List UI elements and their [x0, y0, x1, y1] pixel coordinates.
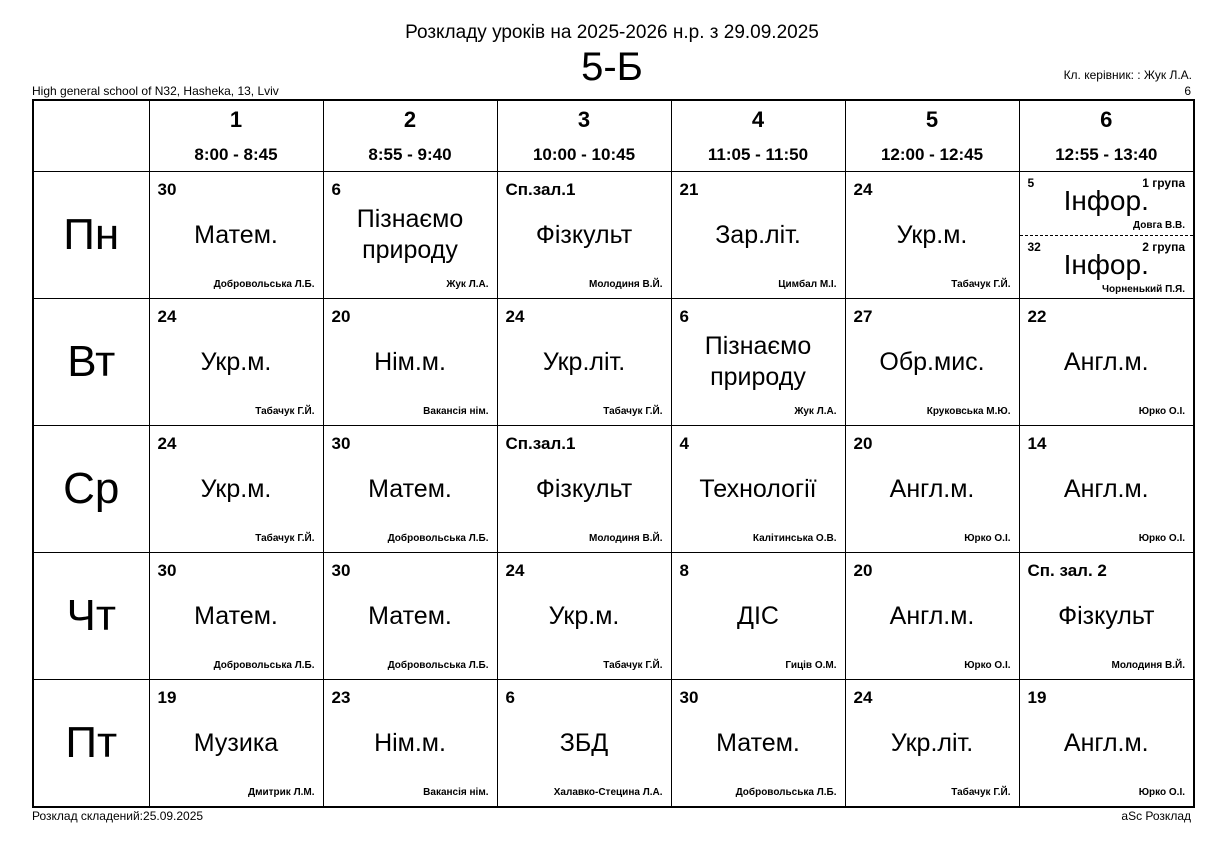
corner-cell	[33, 100, 149, 172]
group-label: 1 група	[1142, 176, 1185, 190]
day-row	[33, 426, 1194, 553]
room-number: 21	[679, 180, 699, 199]
room-number: 24	[853, 688, 873, 707]
teacher-name: Юрко О.І.	[1138, 533, 1185, 544]
lesson-cell	[671, 680, 845, 808]
room-number: Сп.зал.1	[505, 180, 576, 199]
room-number: 30	[157, 561, 177, 580]
subject-text: Англ.м.	[889, 601, 975, 630]
subject-text: Англ.м.	[1063, 728, 1149, 757]
teacher-name: Добровольська Л.Б.	[213, 660, 315, 671]
subject-text: Фізкульт	[1058, 601, 1155, 630]
teacher-name: Юрко О.І.	[1138, 787, 1185, 798]
period-header	[323, 100, 497, 172]
room-number: 27	[853, 307, 873, 326]
teacher-name: Круковська М.Ю.	[926, 406, 1011, 417]
lesson-cell	[671, 299, 845, 426]
page-number: 6	[1184, 84, 1191, 98]
period-time: 10:00 - 10:45	[532, 145, 636, 164]
room-number: 20	[853, 561, 873, 580]
class-name: 5-Б	[581, 45, 643, 89]
room-number: 6	[679, 307, 689, 326]
subject-text: Укр.літ.	[542, 347, 626, 376]
day-row	[33, 172, 1194, 299]
teacher-name: Добровольська Л.Б.	[387, 660, 489, 671]
room-number: 8	[679, 561, 689, 580]
room-number: 22	[1027, 307, 1047, 326]
created-date: Розклад складений:25.09.2025	[32, 809, 204, 823]
lesson-cell	[497, 299, 671, 426]
group-lesson	[1020, 172, 1194, 236]
teacher-name: Молодиня В.Й.	[1111, 660, 1185, 671]
room-number: 19	[157, 688, 177, 707]
subject-name: Інфор.	[1063, 185, 1149, 216]
subject-text: Зар.літ.	[715, 220, 801, 249]
period-time: 12:55 - 13:40	[1055, 145, 1158, 164]
lesson-cell	[323, 680, 497, 808]
lesson-cell	[323, 172, 497, 299]
room-number: 20	[331, 307, 351, 326]
subject-text: Технології	[699, 474, 817, 503]
room-number: 4	[679, 434, 689, 453]
lesson-cell	[149, 553, 323, 680]
teacher-name: Халавко-Стецина Л.А.	[553, 787, 663, 798]
period-number: 3	[577, 107, 591, 132]
timetable	[32, 99, 1195, 808]
room-number: 23	[331, 688, 351, 707]
lesson-cell	[1019, 172, 1194, 299]
teacher-name: Добровольська Л.Б.	[213, 279, 315, 290]
lesson-cell	[845, 299, 1019, 426]
period-time: 11:05 - 11:50	[707, 145, 809, 164]
teacher-name: Жук Л.А.	[446, 279, 489, 290]
teacher-name: Вакансія нім.	[423, 787, 489, 798]
lesson-cell	[497, 680, 671, 808]
lesson-cell	[149, 299, 323, 426]
subject-text: Матем.	[368, 474, 452, 503]
teacher-name: Табачук Г.Й.	[603, 660, 663, 671]
lesson-cell	[497, 172, 671, 299]
period-number: 2	[403, 107, 417, 132]
room-number: 24	[853, 180, 873, 199]
group-label: 2 група	[1142, 240, 1185, 254]
lesson-cell	[671, 172, 845, 299]
subject-text: Англ.м.	[889, 474, 975, 503]
subject-text: Укр.м.	[200, 474, 272, 503]
school-name: High general school of N32, Hasheka, 13, Lviv	[32, 84, 279, 98]
lesson-cell	[497, 426, 671, 553]
lesson-cell	[1019, 553, 1194, 680]
teacher-name: Юрко О.І.	[964, 533, 1011, 544]
period-number: 6	[1100, 107, 1113, 132]
room-number: Сп.зал.1	[505, 434, 576, 453]
teacher-name: Жук Л.А.	[794, 406, 837, 417]
room-number: 6	[331, 180, 341, 199]
period-header	[671, 100, 845, 172]
subject-text: Матем.	[716, 728, 800, 757]
day-label: Пн	[33, 172, 149, 299]
software-name: aSc Розклад	[1121, 809, 1191, 823]
room-number: 30	[331, 434, 351, 453]
teacher-name: Добровольська Л.Б.	[387, 533, 489, 544]
teacher-name: Табачук Г.Й.	[255, 533, 315, 544]
group-lesson	[1020, 236, 1194, 299]
class-teacher: Кл. керівник: : Жук Л.А.	[1063, 68, 1192, 82]
teacher-name: Дмитрик Л.М.	[247, 787, 315, 798]
subject-text: Нім.м.	[374, 347, 446, 376]
subject-name: Інфор.	[1063, 249, 1149, 280]
day-row	[33, 299, 1194, 426]
lesson-cell	[323, 299, 497, 426]
teacher-name: Юрко О.І.	[964, 660, 1011, 671]
day-label: Вт	[33, 299, 149, 426]
room-number: Сп. зал. 2	[1027, 561, 1107, 580]
room-number: 24	[157, 434, 177, 453]
lesson-cell	[323, 553, 497, 680]
room-number: 30	[157, 180, 177, 199]
room-number: 14	[1027, 434, 1047, 453]
day-label: Чт	[33, 553, 149, 680]
period-number: 1	[229, 107, 243, 132]
lesson-cell	[845, 172, 1019, 299]
period-time: 12:00 - 12:45	[880, 145, 984, 164]
period-time: 8:00 - 8:45	[194, 145, 278, 164]
period-header-row	[33, 100, 1194, 172]
room-number: 6	[505, 688, 515, 707]
lesson-cell	[149, 426, 323, 553]
lesson-cell	[1019, 426, 1194, 553]
subject-text: Англ.м.	[1063, 347, 1149, 376]
subject-text: Пізнаємо природу	[356, 205, 464, 264]
subject-text: Матем.	[194, 220, 278, 249]
subject-text: ДІС	[737, 601, 779, 630]
lesson-cell	[149, 172, 323, 299]
room-number: 5	[1027, 176, 1035, 190]
lesson-cell	[845, 680, 1019, 808]
subject-text: Укр.літ.	[890, 728, 974, 757]
teacher-name: Добровольська Л.Б.	[735, 787, 837, 798]
day-row	[33, 553, 1194, 680]
subject-text: Фізкульт	[535, 220, 633, 249]
room-number: 19	[1027, 688, 1047, 707]
day-label: Ср	[33, 426, 149, 553]
teacher-name: Вакансія нім.	[423, 406, 489, 417]
teacher-name: Табачук Г.Й.	[603, 406, 663, 417]
room-number: 20	[853, 434, 873, 453]
subject-text: Обр.мис.	[879, 347, 985, 376]
period-header	[149, 100, 323, 172]
subject-text: Укр.м.	[896, 220, 968, 249]
subject-text: Матем.	[194, 601, 278, 630]
subject-text: Укр.м.	[200, 347, 272, 376]
room-number: 24	[157, 307, 177, 326]
day-label: Пт	[33, 680, 149, 808]
teacher-name: Цимбал М.І.	[778, 279, 837, 290]
lesson-cell	[845, 426, 1019, 553]
period-number: 4	[751, 107, 765, 132]
subject-text: Матем.	[368, 601, 452, 630]
period-header	[845, 100, 1019, 172]
period-header	[1019, 100, 1194, 172]
lesson-cell	[323, 426, 497, 553]
subject-text: Музика	[193, 728, 279, 757]
room-number: 24	[505, 307, 525, 326]
period-number: 5	[925, 107, 939, 132]
period-time: 8:55 - 9:40	[368, 145, 452, 164]
subject-text: ЗБД	[559, 728, 609, 757]
teacher-name: Калітинська О.В.	[752, 533, 837, 544]
teacher-name: Молодиня В.Й.	[588, 533, 663, 544]
day-row	[33, 680, 1194, 808]
room-number: 30	[331, 561, 351, 580]
teacher-name: Табачук Г.Й.	[255, 406, 315, 417]
lesson-cell	[149, 680, 323, 808]
subject-text: Укр.м.	[548, 601, 620, 630]
room-number: 24	[505, 561, 525, 580]
teacher-name: Молодиня В.Й.	[588, 279, 663, 290]
subject-text: Фізкульт	[535, 474, 633, 503]
subject-text: Англ.м.	[1063, 474, 1149, 503]
lesson-cell	[845, 553, 1019, 680]
lesson-cell	[497, 553, 671, 680]
teacher-name: Табачук Г.Й.	[951, 787, 1011, 798]
lesson-cell	[671, 553, 845, 680]
subject-text: Пізнаємо природу	[704, 332, 812, 391]
subject-text: Нім.м.	[374, 728, 446, 757]
lesson-cell	[671, 426, 845, 553]
teacher-name: Гиців О.М.	[785, 660, 837, 671]
teacher-name: Чорненький П.Я.	[1101, 284, 1185, 295]
lesson-cell	[1019, 680, 1194, 808]
period-header	[497, 100, 671, 172]
lesson-cell	[1019, 299, 1194, 426]
room-number: 32	[1027, 240, 1041, 254]
teacher-name: Юрко О.І.	[1138, 406, 1185, 417]
room-number: 30	[679, 688, 699, 707]
teacher-name: Довга В.В.	[1132, 220, 1185, 231]
teacher-name: Табачук Г.Й.	[951, 279, 1011, 290]
page-title: Розкладу уроків на 2025-2026 н.р. з 29.09.2025	[405, 22, 819, 43]
